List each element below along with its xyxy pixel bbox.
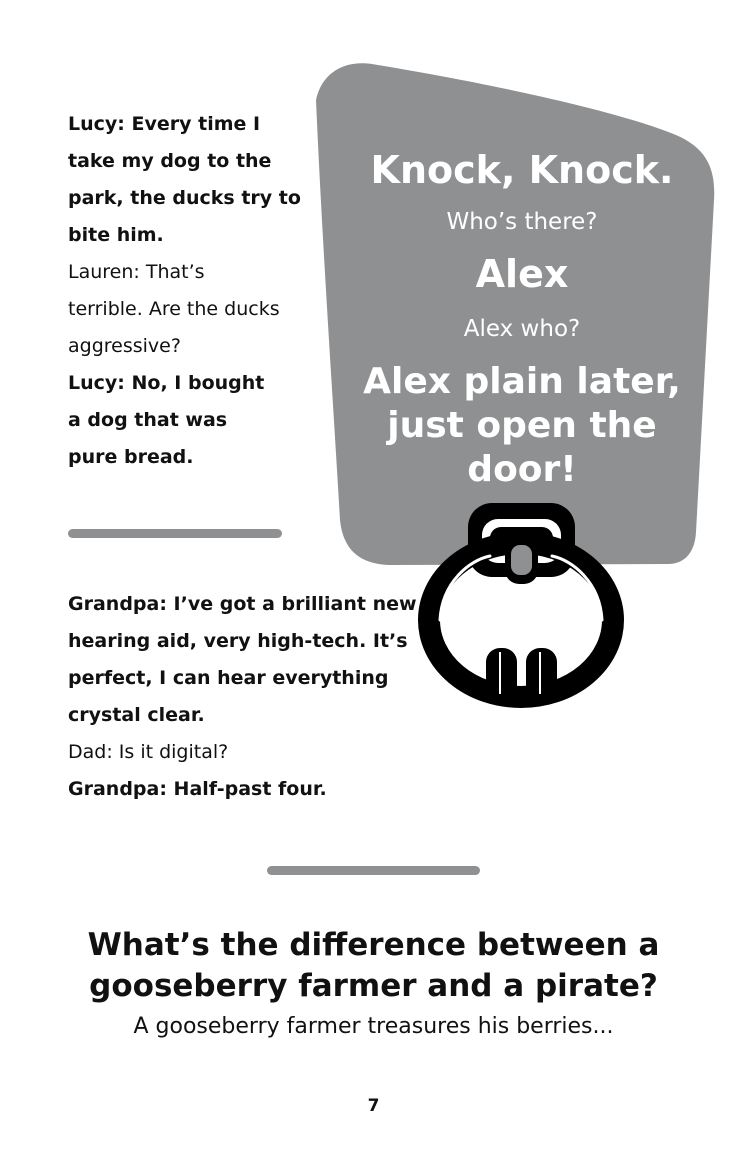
- punchline: [340, 360, 704, 492]
- joke-line: pure bread.: [68, 446, 194, 468]
- alex-who-line: Alex who?: [463, 316, 581, 342]
- joke-line: park, the ducks try to: [68, 187, 301, 209]
- knock-knock-line: Knock, Knock.: [370, 148, 674, 192]
- joke-line: Grandpa: I’ve got a brilliant new: [68, 593, 417, 615]
- joke-line: a dog that was: [68, 409, 228, 431]
- whos-there-line: Who’s there?: [446, 209, 598, 235]
- section-divider: [267, 866, 480, 875]
- joke-line: perfect, I can hear everything: [68, 667, 389, 689]
- joke-line: crystal clear.: [68, 704, 205, 726]
- joke-grandpa: [68, 586, 417, 808]
- joke-line: terrible. Are the ducks: [68, 298, 280, 320]
- riddle-question: [0, 925, 747, 1007]
- joke-line: Lauren: That’s: [68, 261, 205, 283]
- joke-line: take my dog to the: [68, 150, 272, 172]
- punchline-line: Alex plain later,: [363, 361, 681, 402]
- joke-line: Lucy: Every time I: [68, 113, 261, 135]
- joke-line: Dad: Is it digital?: [68, 741, 229, 763]
- riddle-question-line: What’s the difference between a: [87, 927, 660, 963]
- joke-line: Grandpa: Half-past four.: [68, 778, 327, 800]
- joke-line: Lucy: No, I bought: [68, 372, 265, 394]
- punchline-line: just open the: [387, 405, 657, 446]
- joke-line: hearing aid, very high-tech. It’s: [68, 630, 408, 652]
- page-number: 7: [367, 1096, 380, 1116]
- riddle-question-line: gooseberry farmer and a pirate?: [89, 968, 658, 1004]
- riddle-answer: A gooseberry farmer treasures his berries...: [133, 1014, 614, 1039]
- joke-line: bite him.: [68, 224, 164, 246]
- punchline-line: door!: [467, 449, 577, 490]
- alex-line: Alex: [475, 252, 569, 296]
- joke-line: aggressive?: [68, 335, 181, 357]
